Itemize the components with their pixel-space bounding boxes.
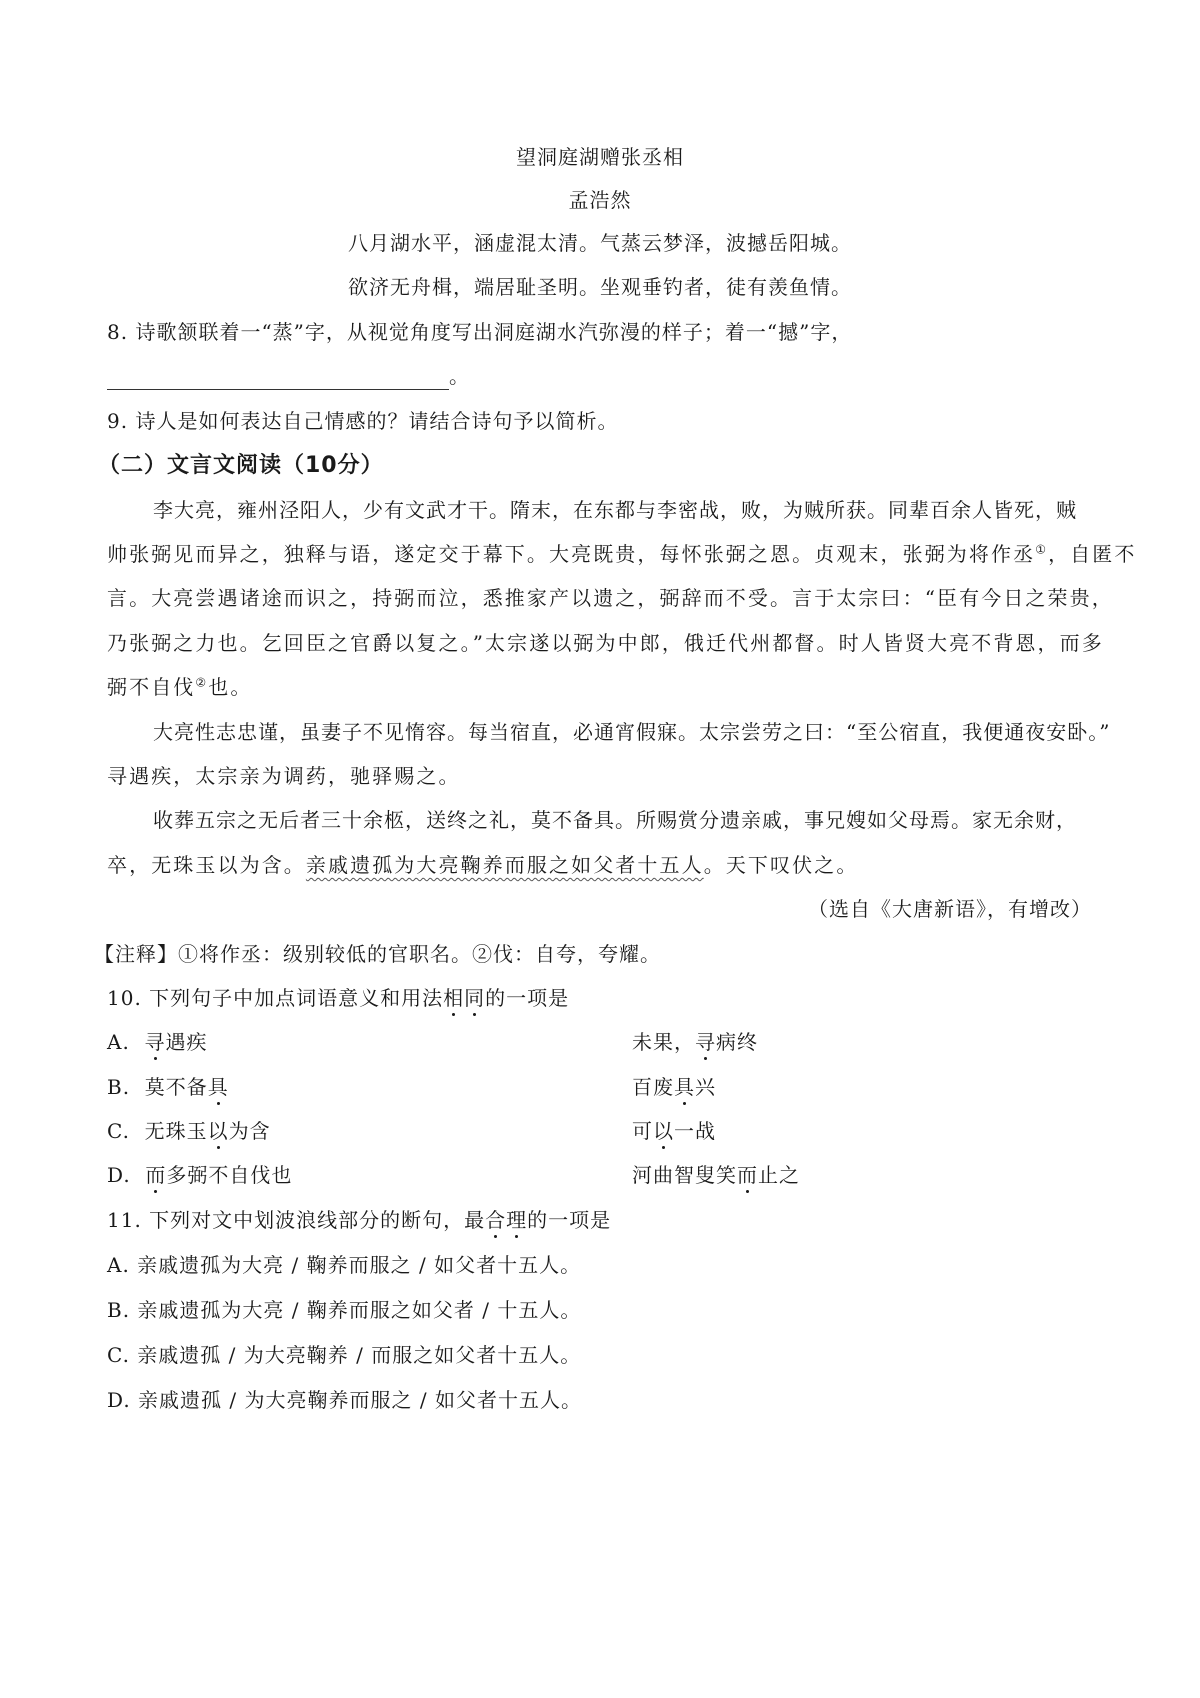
emphasis-dot-char: 而: [145, 1163, 167, 1187]
option-text: 遇疾: [165, 1030, 208, 1054]
question-11-option-d[interactable]: D. 亲戚遗孤 / 为大亮鞠养而服之 / 如父者十五人。: [107, 1388, 582, 1412]
question-stem: 的一项是: [527, 1208, 612, 1232]
footnote-2-marker: ②: [195, 675, 209, 690]
emphasis-dot-char: 寻: [144, 1030, 166, 1054]
option-text: 止之: [758, 1163, 800, 1187]
question-11: [107, 1206, 611, 1234]
passage-text: 弼不自伐: [107, 675, 196, 699]
question-10-option-a[interactable]: [107, 1028, 758, 1056]
passage-p3-line-1: 收葬五宗之无后者三十余柩，送终之礼，莫不备具。所赐赏分遗亲戚，事兄嫂如父母焉。家无余财，: [153, 808, 1077, 832]
option-text: 为含: [228, 1119, 271, 1143]
emphasis-dot-char: 以: [653, 1119, 674, 1143]
option-letter: C.: [107, 1119, 130, 1143]
question-10: [107, 984, 569, 1012]
emphasis-dot-char: 以: [207, 1119, 229, 1143]
emphasis-dot-char: 具: [674, 1075, 695, 1099]
passage-text: 帅张弼见而异之，独释与语，遂定交于幕下。大亮既贵，每怀张弼之恩。贞观末，张弼为将作丞: [107, 542, 1036, 566]
option-text: 可: [632, 1119, 653, 1143]
question-8-answer-line: [107, 362, 470, 390]
option-letter: B.: [107, 1075, 131, 1099]
option-letter: D.: [107, 1163, 131, 1187]
passage-p1-line-3: 言。大亮尝遇诸途而识之，持弼而泣，悉推家产以遗之，弼辞而不受。言于太宗曰：“臣有今日之荣贵，: [107, 586, 1114, 610]
option-text: 河曲智叟笑: [632, 1163, 737, 1187]
question-10-option-b[interactable]: [107, 1073, 716, 1101]
question-11-option-c[interactable]: C. 亲戚遗孤 / 为大亮鞠养 / 而服之如父者十五人。: [107, 1343, 582, 1367]
option-text: 无珠玉: [144, 1119, 208, 1143]
passage-p3-line-2: [107, 851, 1093, 879]
option-text: 百废: [632, 1075, 674, 1099]
footnote-1-marker: ①: [1035, 542, 1049, 557]
passage-text: 也。: [208, 675, 253, 699]
question-11-option-b[interactable]: B. 亲戚遗孤为大亮 / 鞠养而服之如父者 / 十五人。: [107, 1298, 582, 1322]
option-text: 未果，: [632, 1030, 695, 1054]
option-text: 病终: [716, 1030, 758, 1054]
answer-blank[interactable]: [107, 369, 449, 390]
passage-p2-line-1: 大亮性志忠谨，虽妻子不见惰容。每当宿直，必通宵假寐。太宗尝劳之曰：“至公宿直，我便通夜安卧。”: [153, 720, 1111, 744]
section-2-title: （二）文言文阅读（10分）: [98, 453, 384, 478]
question-11-option-a[interactable]: A. 亲戚遗孤为大亮 / 鞠养而服之 / 如父者十五人。: [107, 1253, 582, 1277]
answer-blank-period: 。: [449, 364, 470, 388]
question-stem: 11. 下列对文中划波浪线部分的断句，最: [107, 1208, 486, 1232]
question-10-option-c[interactable]: [107, 1117, 716, 1145]
question-stem: 10. 下列句子中加点词语意义和用法: [107, 986, 444, 1010]
option-text: 莫不备: [144, 1075, 208, 1099]
passage-text: 卒，无珠玉以为含。: [107, 853, 306, 877]
emphasis-dot-char: 具: [207, 1075, 229, 1099]
annotation-note: 【注释】①将作丞：级别较低的官职名。②伐：自夸，夸耀。: [94, 942, 661, 966]
question-9: 9. 诗人是如何表达自己情感的？请结合诗句予以简析。: [107, 409, 619, 433]
emphasis-dot-char: 而: [737, 1163, 758, 1187]
passage-text: ，自匿不: [1048, 542, 1137, 566]
emphasis-dot-char: 合: [485, 1208, 507, 1232]
poem-title: 望洞庭湖赠张丞相: [516, 145, 684, 169]
option-text: 一战: [674, 1119, 716, 1143]
emphasis-dot-char: 寻: [695, 1030, 716, 1054]
passage-p1-line-4: 乃张弼之力也。乞回臣之官爵以复之。”太宗遂以弼为中郎，俄迁代州都督。时人皆贤大亮不背恩，而多: [107, 631, 1104, 655]
emphasis-dot-char: 相: [443, 986, 465, 1010]
poem-line-2: 欲济无舟楫，端居耻圣明。坐观垂钓者，徒有羡鱼情。: [348, 275, 852, 299]
passage-text: 。天下叹伏之。: [703, 853, 859, 877]
passage-p1-line-5: [107, 673, 1093, 701]
question-8: 8. 诗歌颔联着一“蒸”字，从视觉角度写出洞庭湖水汽弥漫的样子；着一“撼”字，: [107, 320, 853, 344]
option-text: 多弼不自伐也: [166, 1163, 293, 1187]
emphasis-dot-char: 理: [506, 1208, 528, 1232]
passage-source: （选自《大唐新语》，有增改）: [808, 897, 1092, 921]
option-text: 兴: [695, 1075, 716, 1099]
wavy-underlined-sentence: 亲戚遗孤为大亮鞠养而服之如父者十五人: [305, 853, 704, 877]
option-letter: A.: [107, 1030, 130, 1054]
passage-p1-line-2: [107, 540, 1137, 568]
passage-p2-line-2: 寻遇疾，太宗亲为调药，驰驿赐之。: [107, 764, 461, 788]
question-stem: 的一项是: [485, 986, 570, 1010]
emphasis-dot-char: 同: [464, 986, 486, 1010]
poem-line-1: 八月湖水平，涵虚混太清。气蒸云梦泽，波撼岳阳城。: [348, 231, 852, 255]
passage-p1-line-1: 李大亮，雍州泾阳人，少有文武才干。隋末，在东都与李密战，败，为贼所获。同辈百余人皆死，贼: [153, 498, 1077, 522]
question-10-option-d[interactable]: [107, 1161, 800, 1189]
poem-author: 孟浩然: [568, 188, 632, 212]
